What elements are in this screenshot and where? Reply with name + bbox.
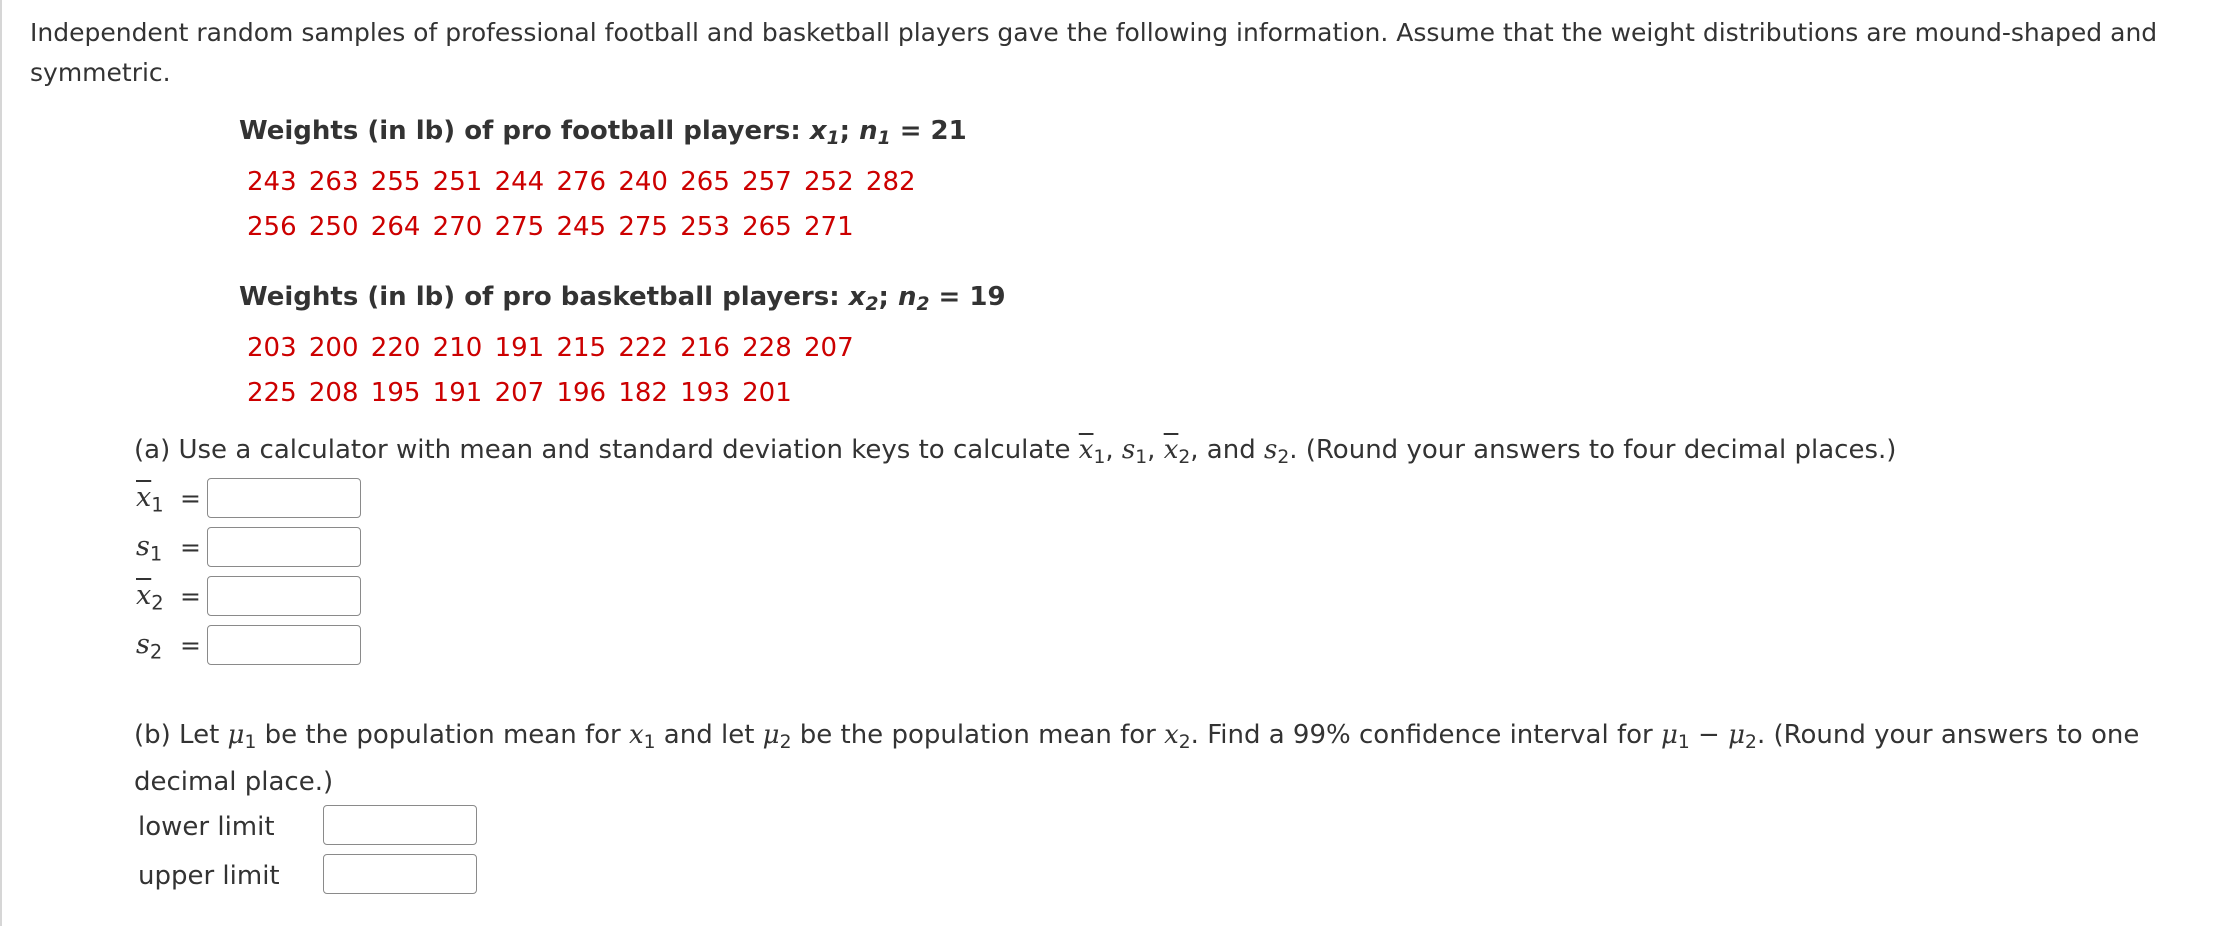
xbar1-input[interactable]	[207, 478, 361, 518]
basketball-heading: Weights (in lb) of pro basketball players: $x_2$; $n_2 = 19$	[239, 282, 1006, 316]
part-a-prefix: (a) Use a calculator with mean and standard deviation keys to calculate	[134, 435, 1079, 465]
basketball-data-row-1: 203 200 220 210 191 215 222 216 228 207	[247, 333, 854, 363]
s1-input[interactable]	[207, 527, 361, 567]
football-data-row-1: 243 263 255 251 244 276 240 265 257 252 282	[247, 167, 916, 197]
xbar2-label: $\overline{x}_2$	[136, 580, 164, 615]
basketball-n: $n_2$	[897, 282, 930, 316]
basketball-data-row-2: 225 208 195 191 207 196 182 193 201	[247, 378, 792, 408]
s2-symbol: s	[1263, 435, 1278, 465]
part-b-question: (b) Let $\mu_1$ be the population mean for $x_1$ and let $\mu_2$ be the population mean for $x_2$. Find a 99% confidence interval for $\mu_1 - \mu_2$. (Round your answers to one	[134, 720, 2140, 754]
s1-equals: =	[180, 533, 201, 562]
xbar2-symbol: $\overline{x}$	[1163, 435, 1179, 465]
basketball-n-value: = 19	[929, 282, 1006, 312]
part-b-question-line-2: decimal place.)	[134, 767, 334, 797]
xbar2-input[interactable]	[207, 576, 361, 616]
s2-input[interactable]	[207, 625, 361, 665]
part-a-question: (a) Use a calculator with mean and standard deviation keys to calculate $\overline{x}_1$, $s_1$, $\overline{x}_2$, and $s_2$. (Round your answers to four decimal places.)	[134, 435, 1897, 469]
upper-limit-label: upper limit	[138, 861, 280, 891]
part-a-suffix: . (Round your answers to four decimal places.)	[1289, 435, 1897, 465]
football-n-value: = 21	[890, 116, 967, 146]
xbar1-label: $\overline{x}_1$	[136, 482, 164, 517]
football-n: $n_1$	[859, 116, 891, 150]
football-data-row-2: 256 250 264 270 275 245 275 253 265 271	[247, 212, 854, 242]
xbar1-symbol: $\overline{x}$	[1078, 435, 1094, 465]
xbar2-equals: =	[180, 582, 201, 611]
football-var: $x_1$	[809, 116, 840, 150]
and-word: and	[1198, 435, 1264, 465]
mu2-symbol: μ	[762, 720, 780, 750]
upper-limit-input[interactable]	[323, 854, 477, 894]
s1-symbol: s	[1121, 435, 1136, 465]
s2-label: $s_2$	[136, 629, 163, 664]
s1-label: $s_1$	[136, 531, 163, 566]
basketball-heading-text: Weights (in lb) of pro basketball players:	[239, 282, 849, 312]
xbar1-equals: =	[180, 484, 201, 513]
lower-limit-label: lower limit	[138, 812, 275, 842]
football-heading-text: Weights (in lb) of pro football players:	[239, 116, 810, 146]
mu1-symbol: μ	[227, 720, 245, 750]
football-heading: Weights (in lb) of pro football players: $x_1$; $n_1 = 21$	[239, 116, 967, 150]
s2-equals: =	[180, 631, 201, 660]
lower-limit-input[interactable]	[323, 805, 477, 845]
basketball-var: $x_2$	[848, 282, 879, 316]
problem-intro: Independent random samples of professional football and basketball players gave the following information. Assume that the weight distributions are mound-shaped and symmetric.	[30, 18, 2158, 87]
